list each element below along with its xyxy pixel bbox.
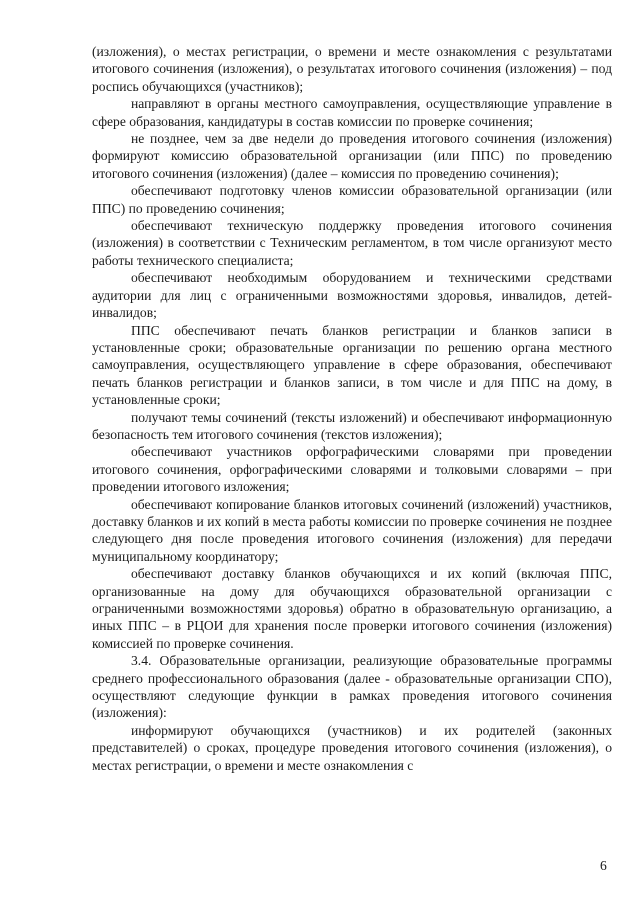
paragraph-train-members: обеспечивают подготовку членов комиссии образовательной организации (или ППС) по проведению сочинения; [92, 183, 612, 216]
paragraph-technical-support: обеспечивают техническую поддержку проведения итогового сочинения (изложения) в соответствии с Техническим регламентом, в том числе организуют место работы технического специалиста; [92, 218, 612, 268]
paragraph-nominate-candidates: направляют в органы местного самоуправления, осуществляющие управление в сфере образования, кандидатуры в состав комиссии по проверке сочинения; [92, 96, 612, 129]
paragraph-form-commission: не позднее, чем за две недели до проведения итогового сочинения (изложения) формируют комиссию образовательной организации (или ППС) по проведению итогового сочинения (изложения) (далее – комиссия по проведению сочинения); [92, 131, 612, 181]
paragraph-equipment: обеспечивают необходимым оборудованием и техническими средствами аудитории для лиц с ограниченными возможностями здоровья, инвалидов, детей-инвалидов; [92, 270, 612, 321]
paragraph-print-forms: ППС обеспечивают печать бланков регистрации и бланков записи в установленные сроки; образовательные организации по решению органа местного самоуправления, осуществляющего управление в сфере образования, обеспечивают печать бланков регистрации и бланков записи, в том числе и для ППС на дому, в установленные сроки; [92, 322, 612, 408]
document-body [92, 43, 612, 774]
page-number: 6 [600, 858, 607, 873]
paragraph-dictionaries: обеспечивают участников орфографическими словарями при проведении итогового сочинения, орфографическими словарями и толковыми словарями – при проведении итогового изложения; [92, 444, 612, 495]
paragraph-continuation: (изложения), о местах регистрации, о времени и месте ознакомления с результатами итогового сочинения (изложения), о результатах итогового сочинения (изложения) – под роспись обучающихся (участников); [92, 44, 612, 94]
paragraph-receive-topics: получают темы сочинений (тексты изложений) и обеспечивают информационную безопасность тем итогового сочинения (текстов изложения); [92, 409, 612, 442]
paragraph-inform-students: информируют обучающихся (участников) и их родителей (законных представителей) о сроках, процедуре проведения итогового сочинения (изложения), о местах регистрации, о времени и месте ознакомления с [92, 722, 612, 773]
paragraph-copy-forms: обеспечивают копирование бланков итоговых сочинений (изложений) участников, доставку бланков и их копий в места работы комиссии по проверке сочинения не позднее следующего дня после проведения итогового сочинения (изложения) для передачи муниципальному координатору; [92, 496, 612, 564]
paragraph-section-3-4: 3.4. Образовательные организации, реализующие образовательные программы среднего профессионального образования (далее - образовательные организации СПО), осуществляют следующие функции в рамках проведения итогового сочинения (изложения): [92, 653, 612, 721]
paragraph-deliver-forms: обеспечивают доставку бланков обучающихся и их копий (включая ППС, организованные на дому для обучающихся образовательной организации с ограниченными возможностями здоровья) обратно в образовательную организацию, а иных ППС – в РЦОИ для хранения после проверки итогового сочинения (изложения) комиссией по проверке сочинения. [92, 566, 612, 651]
